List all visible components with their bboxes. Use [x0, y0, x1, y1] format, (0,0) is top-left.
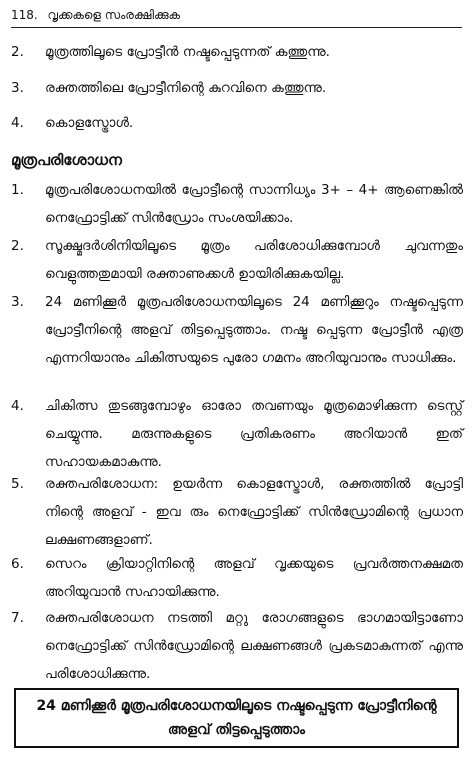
list-item — [11, 176, 463, 232]
item-text: രക്തപരിശോധന: ഉയര്‍ന്ന കൊളസ്ട്രോള്‍, രക്തത്തില്‍ പ്രോട്ടി നിന്റെ അളവ് - ഇവ രും നെഫ്രോട്ടിക്ക് സിന്‍ഡ്രോമിന്റെ പ്രധാന ലക്ഷണങ്ങളാണ്. — [45, 476, 463, 548]
item-text: സെറം ക്രിയാറ്റിനിന്റെ അളവ് വൃക്കയുടെ പ്രവര്‍ത്തനക്ഷമത അറിയുവാന്‍ സഹായിക്കുന്നു. — [45, 556, 463, 600]
list-item — [11, 288, 463, 372]
item-text: മൂത്രപരിശോധനയില്‍ പ്രോട്ടീന്റെ സാന്നിധ്യം 3+ – 4+ ആണെങ്കില്‍ നെഫ്രോട്ടിക്ക് സിന്‍ഡ്രോം സംശയിക്കാം. — [45, 182, 463, 226]
item-text: സൂക്ഷ്മദര്‍ശിനിയിലൂടെ മൂത്രം പരിശോധിക്കുമ്പോള്‍ ചുവന്നതും വെളുത്തതുമായി രക്താണുക്കള്‍ ഉായിരിക്കുകയില്ല. — [45, 238, 463, 282]
item-number: 6. — [11, 556, 24, 572]
item-text: 24 മണിക്കൂര്‍ മൂത്രപരിശോധനയിലൂടെ 24 മണിക്കൂറും നഷ്ടപ്പെടുന്ന പ്രോട്ടീനിന്റെ അളവ് തിട്ടപ്പെടുത്താം. നഷ്ട പ്പെടുന്ന പ്രോട്ടീന്‍ എത്ര എന്നറിയാനും ചികിത്സയുടെ പുരോ ഗമനം അറിയുവാനും സാധിക്കും. — [45, 294, 463, 366]
item-text: ചികിത്സ തുടങ്ങുമ്പോഴും ഓരോ തവണയും മൂത്രമൊഴിക്കുന്ന ടെസ്റ്റ് ചെയ്യുന്നു. മരുന്നുകളുടെ പ്രതികരണം അറിയാന്‍ ഇത് സഹായകമാകുന്നു. — [45, 398, 463, 470]
highlight-text: 24 മണിക്കൂര്‍ മൂത്രപരിശോധനയിലൂടെ നഷ്ടപ്പെടുന്ന പ്രോട്ടീനിന്റെ അളവ് തിട്ടപ്പെടുത്താം — [36, 698, 437, 738]
item-number: 7. — [11, 610, 24, 626]
list-item — [11, 232, 463, 288]
section-heading: മൂത്രപരിശോധന — [11, 151, 122, 169]
list-item — [11, 109, 463, 137]
item-number: 3. — [11, 294, 24, 310]
item-number: 2. — [11, 238, 24, 254]
list-item — [11, 38, 463, 66]
item-text: കൊളസ്ട്രോള്‍. — [45, 115, 134, 131]
list-item — [11, 392, 463, 476]
page-number: 118. — [11, 8, 38, 22]
item-number: 4. — [11, 398, 24, 414]
highlight-box — [14, 688, 459, 748]
item-number: 1. — [11, 182, 24, 198]
item-text: രക്തത്തിലെ പ്രോട്ടീനിന്റെ കുറവിനെ കത്തുന്നു. — [45, 80, 327, 96]
list-item — [11, 470, 463, 554]
list-item — [11, 74, 463, 102]
book-title: വൃക്കകളെ സംരക്ഷിക്കുക — [47, 8, 181, 22]
item-text: മൂത്രത്തിലൂടെ പ്രോട്ടീന്‍ നഷ്ടപ്പെടുന്നത് കത്തുന്നു. — [45, 44, 330, 60]
item-number: 2. — [11, 44, 24, 60]
running-header — [11, 7, 462, 28]
item-number: 5. — [11, 476, 24, 492]
item-number: 3. — [11, 80, 24, 96]
item-text: രക്തപരിശോധന നടത്തി മറ്റു രോഗങ്ങളുടെ ഭാഗമായിട്ടാണോ നെഫ്രോട്ടിക്ക് സിന്‍ഡ്രോമിന്റെ ലക്ഷണങ്ങള്‍ പ്രകടമാകുന്നത് എന്നു പരിശോധിക്കുന്നു. — [45, 610, 463, 682]
list-item — [11, 550, 463, 606]
list-item — [11, 604, 463, 688]
item-number: 4. — [11, 115, 24, 131]
